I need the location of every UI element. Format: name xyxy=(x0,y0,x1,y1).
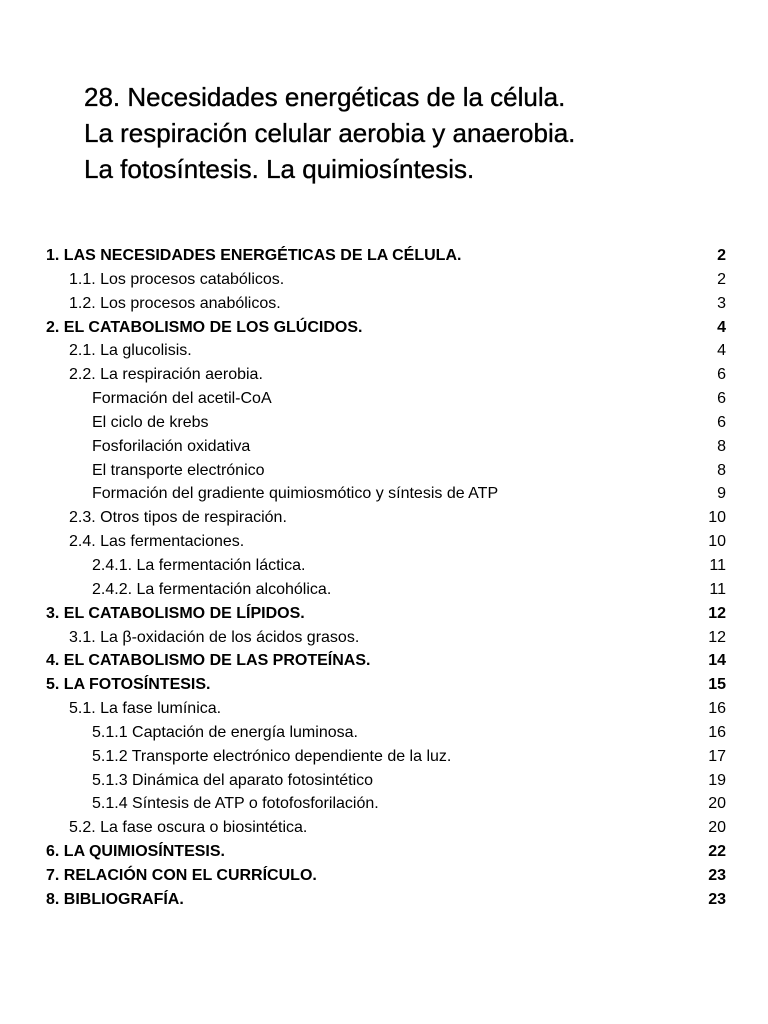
toc-entry-label: 6. LA QUIMIOSÍNTESIS. xyxy=(46,843,225,861)
toc-entry[interactable] xyxy=(46,268,726,292)
toc-entry-label: 2.1. La glucolisis. xyxy=(69,342,192,360)
toc-entry-page: 6 xyxy=(717,366,726,384)
toc-entry[interactable] xyxy=(46,697,726,721)
toc-entry[interactable] xyxy=(46,244,726,268)
toc-entry-label: El ciclo de krebs xyxy=(92,413,209,431)
toc-entry-page: 12 xyxy=(708,604,726,622)
toc-entry-page: 9 xyxy=(717,485,726,503)
toc-entry-label: 2.3. Otros tipos de respiración. xyxy=(69,509,287,527)
toc-entry[interactable] xyxy=(46,769,726,793)
toc-entry[interactable] xyxy=(46,721,726,745)
title-line: La respiración celular aerobia y anaerobia. xyxy=(84,118,576,148)
toc-entry[interactable] xyxy=(46,840,726,864)
toc-entry[interactable] xyxy=(46,459,726,483)
toc-entry-label: 4. EL CATABOLISMO DE LAS PROTEÍNAS. xyxy=(46,652,371,670)
toc-entry-page: 23 xyxy=(708,866,726,884)
toc-entry[interactable] xyxy=(46,745,726,769)
toc-entry-label: 2.4.1. La fermentación láctica. xyxy=(92,556,306,574)
toc-entry-page: 2 xyxy=(717,247,726,264)
toc-entry-label: 5. LA FOTOSÍNTESIS. xyxy=(46,676,211,694)
toc-entry-page: 11 xyxy=(709,556,726,574)
toc-entry-label: 7. RELACIÓN CON EL CURRÍCULO. xyxy=(46,866,317,884)
toc-entry-label: 3. EL CATABOLISMO DE LÍPIDOS. xyxy=(46,604,305,622)
toc-entry-page: 15 xyxy=(708,676,726,694)
toc-entry[interactable] xyxy=(46,626,726,650)
toc-entry-label: 1. LAS NECESIDADES ENERGÉTICAS DE LA CÉLULA. xyxy=(46,247,462,264)
toc-entry-page: 12 xyxy=(708,628,726,646)
toc-entry-label: 5.1.4 Síntesis de ATP o fotofosforilación. xyxy=(92,795,379,813)
toc-entry-page: 3 xyxy=(717,294,726,312)
toc-entry-page: 14 xyxy=(708,652,726,670)
toc-entry-label: 2.4. Las fermentaciones. xyxy=(69,533,245,551)
toc-entry[interactable] xyxy=(46,888,726,912)
toc-entry-label: Formación del acetil-CoA xyxy=(92,390,272,408)
title-line: La fotosíntesis. La quimiosíntesis. xyxy=(84,154,475,184)
toc-entry-page: 19 xyxy=(708,771,726,789)
toc-entry-label: 5.1. La fase lumínica. xyxy=(69,700,222,718)
toc-entry-label: El transporte electrónico xyxy=(92,461,265,479)
toc-entry-page: 16 xyxy=(708,700,726,718)
toc-entry-page: 17 xyxy=(708,747,726,765)
toc-entry-label: 5.1.3 Dinámica del aparato fotosintético xyxy=(92,771,374,789)
toc-entry-label: Fosforilación oxidativa xyxy=(92,437,251,455)
toc-entry-page: 6 xyxy=(717,413,726,431)
toc-entry-page: 16 xyxy=(708,723,726,741)
toc-entry[interactable] xyxy=(46,554,726,578)
title-line: 28. Necesidades energéticas de la célula. xyxy=(84,82,566,112)
toc-entry-label: 2.2. La respiración aerobia. xyxy=(69,366,263,384)
toc-entry[interactable] xyxy=(46,387,726,411)
toc-entry-page: 10 xyxy=(708,533,726,551)
toc-entry-page: 4 xyxy=(717,342,726,360)
toc-entry-page: 8 xyxy=(717,461,726,479)
toc-entry-page: 4 xyxy=(717,318,726,336)
toc-entry[interactable] xyxy=(46,363,726,387)
toc-entry-label: 3.1. La β-oxidación de los ácidos grasos. xyxy=(69,628,360,646)
toc-entry-page: 10 xyxy=(708,509,726,527)
toc-entry-page: 23 xyxy=(708,890,726,908)
toc-entry-page: 6 xyxy=(717,390,726,408)
toc-entry-label: 5.2. La fase oscura o biosintética. xyxy=(69,819,308,837)
toc-entry[interactable] xyxy=(46,602,726,626)
toc-entry-label: 2.4.2. La fermentación alcohólica. xyxy=(92,580,332,598)
toc-entry-label: 5.1.1 Captación de energía luminosa. xyxy=(92,723,358,741)
toc-entry[interactable] xyxy=(46,316,726,340)
toc-entry-page: 20 xyxy=(708,795,726,813)
toc-entry[interactable] xyxy=(46,506,726,530)
toc-entry[interactable] xyxy=(46,816,726,840)
toc-entry[interactable] xyxy=(46,673,726,697)
toc-entry[interactable] xyxy=(46,530,726,554)
toc-entry-label: 8. BIBLIOGRAFÍA. xyxy=(46,890,184,908)
toc-entry[interactable] xyxy=(46,578,726,602)
toc-entry[interactable] xyxy=(46,864,726,888)
toc-entry[interactable] xyxy=(46,435,726,459)
document-title xyxy=(84,79,744,187)
toc-entry[interactable] xyxy=(46,482,726,506)
toc-entry-page: 8 xyxy=(717,437,726,455)
toc-entry[interactable] xyxy=(46,339,726,363)
toc-entry-page: 20 xyxy=(708,819,726,837)
toc-entry-label: 1.2. Los procesos anabólicos. xyxy=(69,294,281,312)
toc-entry-page: 22 xyxy=(708,843,726,861)
toc-entry-label: 2. EL CATABOLISMO DE LOS GLÚCIDOS. xyxy=(46,318,363,336)
table-of-contents xyxy=(46,244,726,912)
toc-entry-label: 1.1. Los procesos catabólicos. xyxy=(69,270,285,288)
toc-entry-label: Formación del gradiente quimiosmótico y síntesis de ATP xyxy=(92,485,499,503)
toc-entry[interactable] xyxy=(46,649,726,673)
toc-entry-page: 11 xyxy=(709,580,726,598)
toc-entry[interactable] xyxy=(46,792,726,816)
toc-entry-label: 5.1.2 Transporte electrónico dependiente de la luz. xyxy=(92,747,452,765)
toc-entry-page: 2 xyxy=(717,270,726,288)
toc-entry[interactable] xyxy=(46,292,726,316)
toc-entry[interactable] xyxy=(46,411,726,435)
